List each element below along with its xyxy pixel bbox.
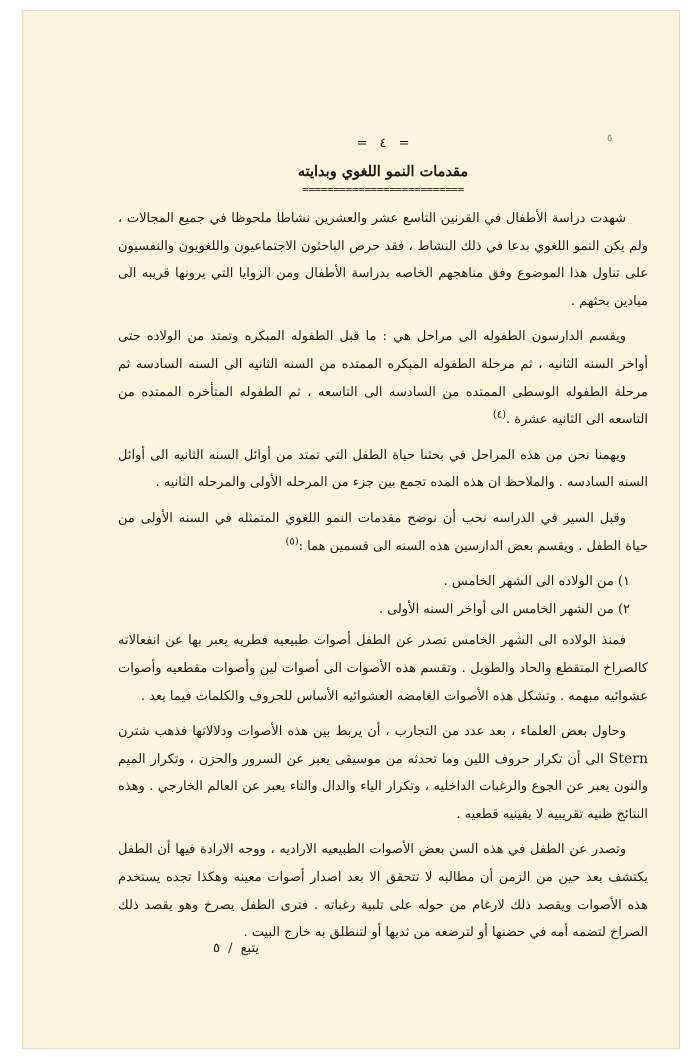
list-item: ١) من الولاده الى الشهر الخامس . (443, 574, 630, 590)
paragraph-1: شهدت دراسة الأطفال في القرنين التاسع عشر والعشرين نشاطا ملحوظا في جميع المجالات ، ولم يكن النمو اللغوي بدعا في ذلك النشاط ، فقد حرص الباحثون الاجتماعيون واللغويون والنفسيون على تناول هذا الموضوع وفق مناهجهم الخاصه بدراسة الأطفال ومن الزوايا التي يرونها قريبه الى ميادين بحثهم . (118, 211, 648, 309)
paragraph-3: ويهمنا نحن من هذه المراحل في بحثنا حياة الطفل التي تمتد من أوائل السنه الثانيه الى أوائل السنه السادسه . والملاحظ ان هذه المده تجمع بين جزء من المرحله الأولى والمرحله الثانيه . (118, 447, 648, 491)
document-page (22, 10, 680, 1049)
footnote-ref-4: (٤) (492, 409, 507, 421)
section-title: مقدمات النمو اللغوي وبدايته (297, 163, 469, 180)
paragraph-6: وحاول بعض العلماء ، بعد عدد من التجارب ، أن يربط بين هذه الأصوات ودلالاتها فذهب شترن Stern الى أن تكرار حروف اللين وما تحدثه من موسيقى يعبر عن السرور والحزن ، وتكرار الميم والنون يعبر عن الجوع والرغبات الداخليه ، وتكرار الياء والدال والتاء يعبر عن العالم الخارجي . وهذه النتائج ظنيه تقريبيه لا يقينيه قطعيه . (118, 724, 648, 822)
paragraph-5: فمنذ الولاده الى الشهر الخامس تصدر عن الطفل أصوات طبيعيه فطريه يعبر بها عن انفعالاته كالصراخ المتقطع والحاد والطويل . وتقسم هذه الأصوات الى أصوات لين وأصوات مقطعيه وأصوات عشوائيه مبهمه . وتشكل هذه الأصوات الغامضه العشوائيه الأساس للحروف والكلمات فيما بعد . (118, 633, 648, 704)
list-item: ٢) من الشهر الخامس الى أواخر السنه الأولى . (378, 601, 630, 617)
stern-name: Stern (608, 750, 648, 767)
paragraph-7: وتصدر عن الطفل في هذه السن بعض الأصوات الطبيعيه الاراديه ، ووجه الارادة فيها أن الطفل يكتشف بعد حين من الزمن أن مطالبه لا تتحقق الا بعد اصدار أصوات معينه وهكذا تجده يستخدم هذه الأصوات ويقصد ذلك لارغام من حوله على تلبية رغباته . فترى الطفل يصرخ وهو يقصد ذلك الصراخ لتضمه أمه في حضنها أو لترضعه من ثديها أو لتنطلق به خارج البيت . (118, 842, 648, 941)
paragraph-2: ويقسم الدارسون الطفوله الى مراحل هي : ما قبل الطفوله المبكره وتمتد من الولاده حتى أواخر السنه الثانيه ، ثم مرحلة الطفوله المبكره الممتده من السنه الثانيه الى السنه السادسه ثم مرحلة الطفوله الوسطى الممتده من السادسه الى التاسعه ، ثم الطفوله المتأخره الممتده من التاسعه الى الثانيه عشرة .$^{(٤)}$ (118, 329, 648, 428)
title-underline: ========================== (302, 183, 464, 196)
continued-marker: يتبع / ٥ (213, 941, 260, 956)
margin-mark: ٥ (607, 133, 613, 144)
paragraph-4: وقبل السير في الدراسه نحب أن نوضح مقدمات النمو اللغوي المتمثله في السنه الأولى من حياة الطفل . ويقسم بعض الدارسين هذه السنه الى قسمين هما :$^{(٥)}$ (118, 510, 648, 554)
text-block (118, 135, 648, 955)
page-number: = ٤ = (356, 136, 410, 151)
footnote-ref-5: (٥) (285, 536, 299, 548)
